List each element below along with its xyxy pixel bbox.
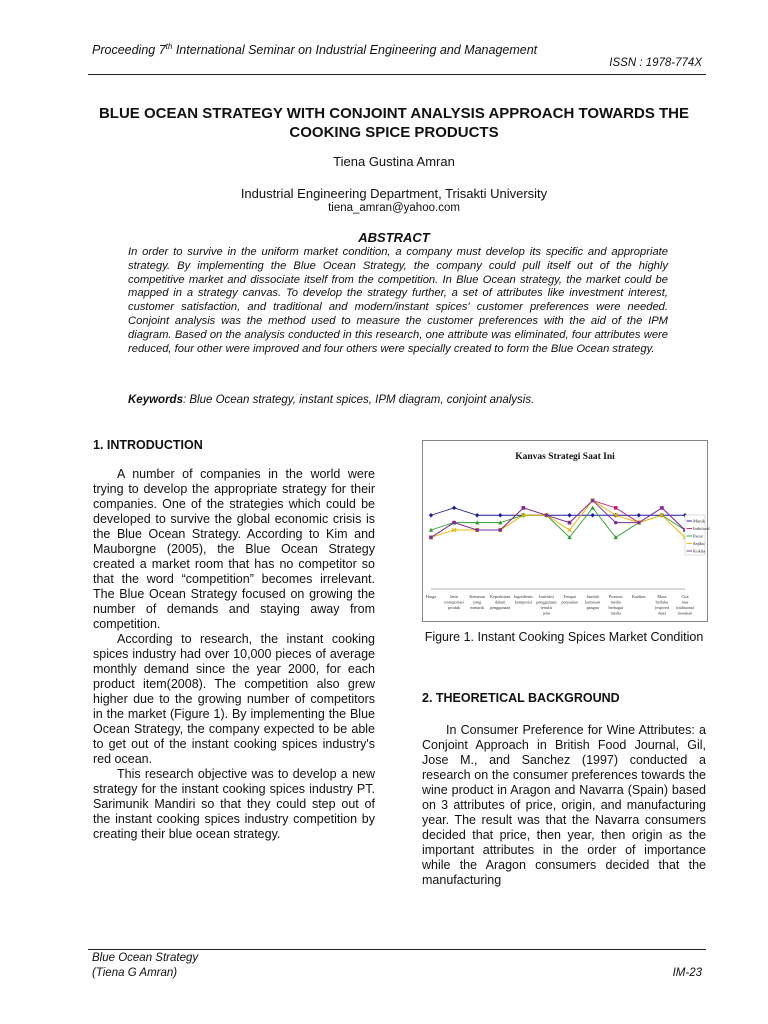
footer-rule <box>88 949 706 950</box>
section-heading-theoretical-background: 2. THEORETICAL BACKGROUND <box>422 691 620 705</box>
data-point <box>545 513 549 517</box>
author-email: tiena_amran@yahoo.com <box>328 202 460 214</box>
legend-label: Indofood <box>693 526 710 532</box>
data-point <box>452 521 456 525</box>
data-point <box>567 513 571 517</box>
data-point <box>429 513 433 517</box>
x-tick-label: produk <box>448 605 461 610</box>
x-tick-label: berlaku <box>655 599 669 605</box>
x-tick-label: Jenis <box>449 594 459 599</box>
data-point <box>614 506 618 510</box>
data-point <box>429 536 433 540</box>
x-tick-label: penggunaan <box>536 599 557 605</box>
legend-label: Sajiku <box>693 541 705 547</box>
x-tick-label: Tempat <box>563 594 576 599</box>
introduction-body <box>93 467 375 842</box>
data-point <box>498 528 502 532</box>
header-issn: ISSN : 1978-774X <box>609 57 702 69</box>
paragraph: According to research, the instant cooking spices industry had over 10,000 pieces of average monthly demand since the year 2000, for each product item(2008). The competition also grew higher due to the growing number of competitors in the market (Figure 1). By implementing the Blue Ocean Strategy, the company expected to be able to get out of the instant cooking spices industry's red ocean. <box>93 632 375 766</box>
x-tick-label: Harga <box>425 594 437 599</box>
x-tick-label: rasa <box>681 599 689 605</box>
theoretical-background-body <box>422 723 706 888</box>
series-line-munik <box>431 508 685 515</box>
abstract-heading: ABSTRACT <box>358 230 430 245</box>
x-tick-label: Masa <box>657 594 667 599</box>
x-tick-label: (expired <box>654 605 669 610</box>
x-tick-label: dalam <box>495 599 506 605</box>
legend-label: Kokita <box>693 548 706 554</box>
x-tick-label: Kualitas <box>631 594 646 599</box>
x-tick-label: Kepraktisan <box>490 594 511 599</box>
paragraph: This research objective was to develop a new strategy for the instant cooking spices industry PT. Sarimunik Mandiri so that they could step out of the instant cooking spices industry competition by creating their blue ocean strategy. <box>93 767 375 841</box>
data-point <box>637 521 641 525</box>
legend-label: Munik <box>693 518 706 524</box>
x-tick-label: pangan <box>586 605 599 610</box>
data-point <box>614 521 618 525</box>
x-tick-label: berbagai <box>608 605 623 610</box>
x-tick-label: Promosi <box>608 594 623 599</box>
section-heading-introduction: 1. INTRODUCTION <box>93 438 203 452</box>
strategy-canvas-chart <box>423 441 710 621</box>
data-point <box>475 513 479 517</box>
footer-author: (Tiena G Amran) <box>92 967 178 979</box>
x-tick-label: Kemasan <box>469 594 485 599</box>
data-point <box>568 521 572 525</box>
header-rule <box>88 74 706 75</box>
header-proceeding: Proceeding 7th International Seminar on Industrial Engineering and Management <box>92 42 538 58</box>
x-tick-label: menarik <box>470 605 485 610</box>
data-point <box>591 499 595 503</box>
x-tick-label: kemasan <box>585 599 600 605</box>
data-point <box>452 506 456 510</box>
x-tick-label: media <box>610 599 621 605</box>
x-tick-label: penjualan <box>561 599 578 605</box>
paper-title: BLUE OCEAN STRATEGY WITH CONJOINT ANALYSIS APPROACH TOWARDS THE COOKING SPICE PRODUCTS <box>98 105 690 141</box>
x-tick-label: masakan <box>677 610 693 616</box>
legend-label: Pacar <box>693 533 703 539</box>
keywords <box>128 394 668 406</box>
data-point <box>522 506 526 510</box>
x-tick-label: media <box>610 610 621 616</box>
x-tick-label: yang <box>473 599 482 605</box>
x-tick-label: transportasi <box>444 599 464 605</box>
data-point <box>590 513 594 517</box>
affiliation: Industrial Engineering Department, Trisakti University <box>240 186 548 201</box>
data-point <box>498 513 502 517</box>
figure-1-chart <box>422 440 708 622</box>
data-point <box>660 506 664 510</box>
x-tick-label: date) <box>657 610 667 616</box>
series-line-kokita <box>431 501 685 538</box>
data-point <box>475 528 479 532</box>
author-name: Tiena Gustina Amran <box>333 154 455 169</box>
x-tick-label: Ingredients <box>513 594 533 599</box>
paragraph: In Consumer Preference for Wine Attributes: a Conjoint Approach in British Food Journal, Gil, Jose M., and Sanchez (1997) conducted a research on the consumer preferences towards the wine product in Aragon and Navarra (Spain) based on 3 attributes of price, origin, and manufacturing year. The result was that the Navarra consumers decided that price, then year, then origin as the important attributes in the order of importance while the Aragon consumers decided that the manufacturing <box>422 723 706 887</box>
data-point <box>637 513 641 517</box>
x-tick-label: tertulis <box>540 605 553 610</box>
x-tick-label: jelas <box>542 610 551 616</box>
data-point <box>568 528 572 532</box>
x-tick-label: tradisional <box>676 605 694 610</box>
x-tick-label: Instruksi <box>539 594 554 599</box>
x-tick-label: penggunaan <box>490 605 511 610</box>
abstract-text: In order to survive in the uniform market condition, a company must develop its specific and appropriate strategy. By implementing the Blue Ocean Strategy, the company could pull itself out of the highly competitive market and dissociate itself from the competition. In Blue Ocean strategy, the market could be mapped in a strategy canvas. To develop the strategy further, a set of attributes like investment interest, customer satisfaction, and traditional and modern/instant spices' customer preferences were needed. Conjoint analysis was the method used to measure the customer preferences with the aid of the IPM diagram. Based on the analysis conducted in this research, one attribute was eliminated, four attributes were reduced, four other were improved and four others were specially created to form the Blue Ocean strategy. <box>128 246 668 355</box>
paragraph: A number of companies in the world were trying to develop the appropriate strategy for their companies. One of the strategies which could be developed to survive the global economic crisis is the Blue Ocean Strategy. According to Kim and Mauborgne (2005), the Blue Ocean Strategy created a market room that has no competitor so that the word “competition” becomes irrelevant. The Blue Ocean Strategy focused on growing the number of demands and staying away from competition. <box>93 467 375 631</box>
x-tick-label: Jumlah <box>586 594 599 599</box>
chart-title: Kanvas Strategi Saat Ini <box>515 452 615 462</box>
footer-page-number: IM-23 <box>672 967 702 979</box>
data-point <box>590 506 594 510</box>
x-tick-label: komposisi <box>514 599 532 605</box>
footer-short-title: Blue Ocean Strategy <box>92 952 199 964</box>
keywords-text: : Blue Ocean strategy, instant spices, IPM diagram, conjoint analysis. <box>182 394 535 406</box>
keywords-label: Keywords <box>128 394 183 406</box>
x-tick-label: Cita <box>681 594 689 599</box>
figure-caption: Figure 1. Instant Cooking Spices Market Condition <box>424 630 704 644</box>
